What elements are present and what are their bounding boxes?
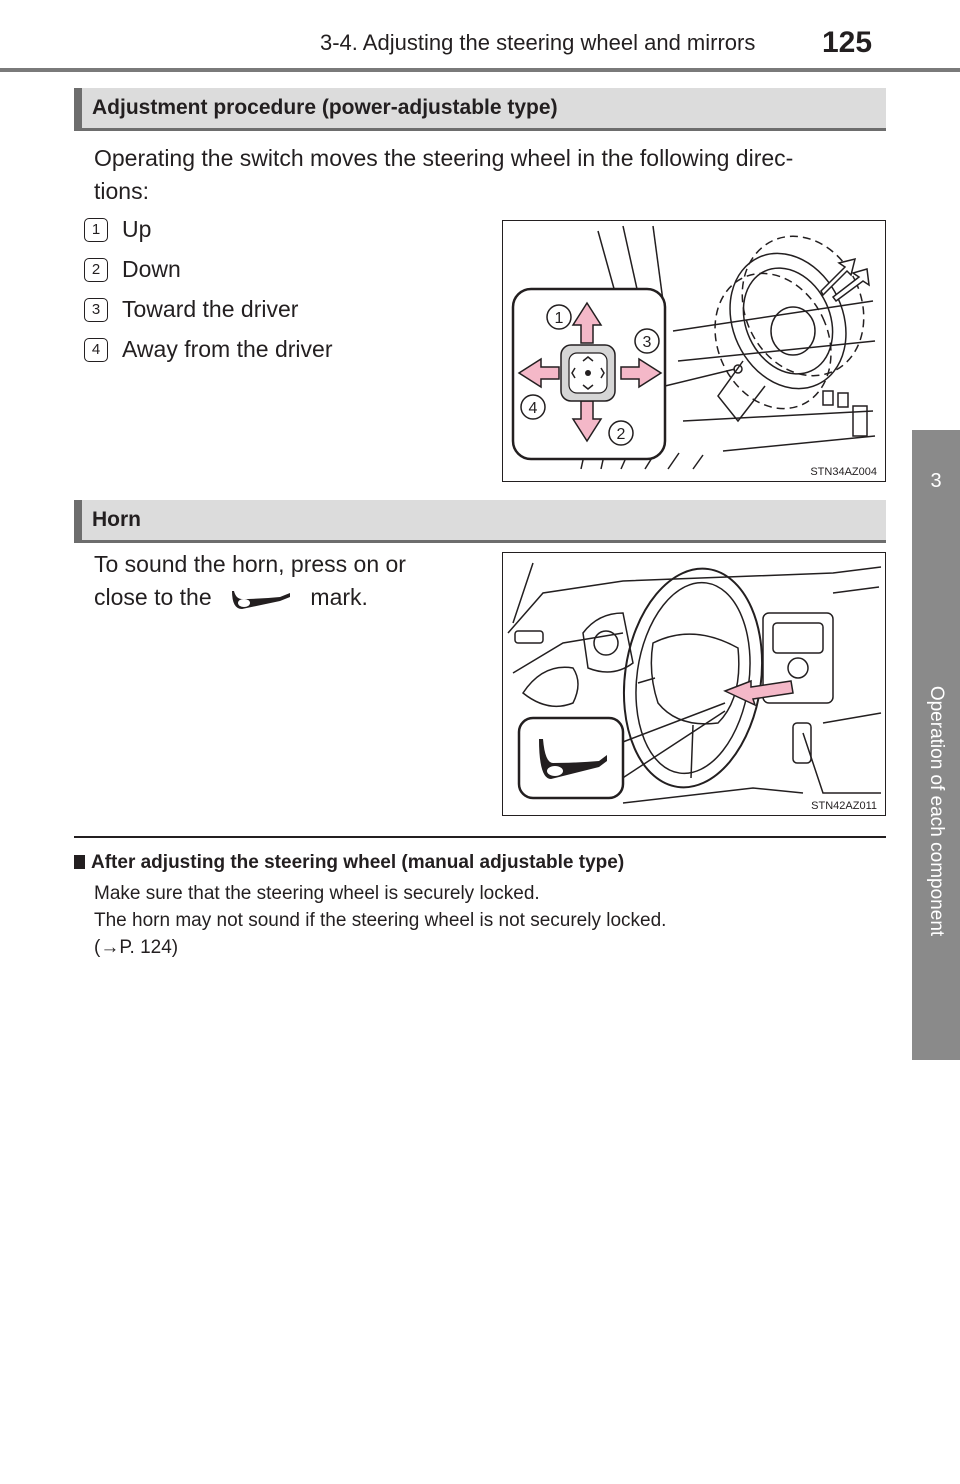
note-line-2: The horn may not sound if the steering wheel is not securely locked. (94, 910, 667, 931)
number-badge: 3 (84, 298, 108, 322)
intro-line-2: tions: (94, 178, 149, 204)
horn-text-after: mark. (310, 584, 368, 610)
header-rule (0, 68, 960, 72)
horn-icon (226, 587, 296, 611)
note-line-1: Make sure that the steering wheel is securely locked. (94, 883, 540, 904)
number-badge: 2 (84, 258, 108, 282)
steering-adjust-illustration (503, 221, 884, 480)
callout-1: 1 (554, 310, 564, 327)
section-heading-adjustment (74, 88, 886, 131)
horn-text-before: close to the (94, 584, 212, 610)
figure-code: STN42AZ011 (811, 800, 877, 812)
callout-3: 3 (642, 334, 652, 351)
section-heading-text: Horn (92, 508, 141, 531)
section-heading-text: Adjustment procedure (power-adjustable type) (92, 96, 558, 119)
adjustment-intro (94, 142, 894, 208)
figure-code: STN34AZ004 (810, 466, 877, 478)
horn-instructions (94, 548, 484, 614)
callout-2: 2 (616, 426, 626, 443)
number-badge: 1 (84, 218, 108, 242)
note-title (74, 852, 624, 874)
note-body (94, 880, 666, 961)
steering-adjust-figure (502, 220, 886, 482)
chapter-side-tab (912, 430, 960, 1060)
header-section-title: 3-4. Adjusting the steering wheel and mirrors (320, 30, 756, 55)
note-title-text: After adjusting the steering wheel (manual adjustable type) (91, 852, 625, 873)
intro-line-1: Operating the switch moves the steering wheel in the following direc- (94, 145, 794, 171)
horn-illustration (503, 553, 884, 814)
horn-line-2 (94, 581, 484, 614)
chapter-label: Operation of each component (926, 685, 947, 937)
chapter-number: 3 (930, 470, 942, 492)
number-badge: 4 (84, 338, 108, 362)
horn-line-1: To sound the horn, press on or (94, 551, 406, 577)
section-heading-horn (74, 500, 886, 543)
horn-figure (502, 552, 886, 816)
note-rule (74, 836, 886, 838)
direction-label: Down (122, 256, 181, 282)
page-number: 125 (822, 26, 873, 59)
direction-label: Away from the driver (122, 336, 333, 362)
callout-4: 4 (528, 400, 538, 417)
direction-label: Up (122, 216, 152, 242)
square-bullet-icon (74, 855, 85, 869)
note-line-3: (→P. 124) (94, 937, 179, 958)
direction-label: Toward the driver (122, 296, 299, 322)
